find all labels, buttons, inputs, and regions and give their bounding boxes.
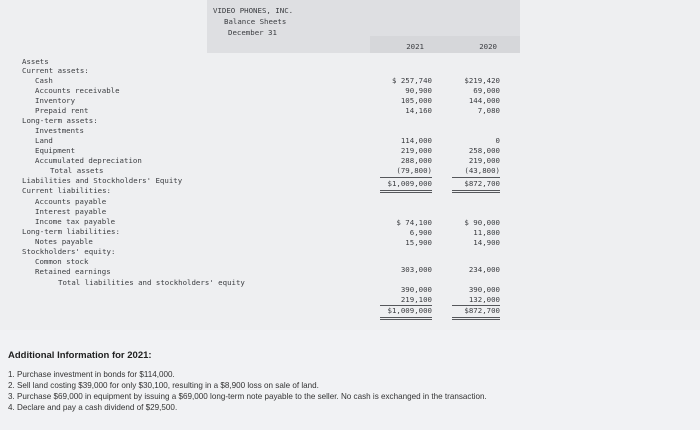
- value-2020: 234,000: [468, 265, 500, 274]
- company-name: VIDEO PHONES, INC.: [213, 6, 294, 15]
- underline: [380, 177, 432, 178]
- value-2021: 6,900: [409, 228, 432, 237]
- row-label: Liabilities and Stockholders' Equity: [22, 176, 183, 185]
- value-2021: 219,100: [400, 295, 432, 304]
- additional-info-title: Additional Information for 2021:: [8, 350, 152, 361]
- row-label: Long-term assets:: [22, 116, 98, 125]
- value-2021: 288,000: [400, 156, 432, 165]
- row-label: Notes payable: [35, 237, 93, 246]
- value-2021: $ 74,100: [396, 218, 432, 227]
- row-label: Current assets:: [22, 66, 89, 75]
- value-2020: $ 90,000: [464, 218, 500, 227]
- value-2020: 144,000: [468, 96, 500, 105]
- value-2021: (79,800): [396, 166, 432, 175]
- value-2020: 69,000: [473, 86, 500, 95]
- double-underline: [452, 192, 500, 193]
- value-2021: 114,000: [400, 136, 432, 145]
- row-label: Income tax payable: [35, 217, 116, 226]
- double-underline: [380, 319, 432, 320]
- row-label: Interest payable: [35, 207, 107, 216]
- value-2020: 7,080: [477, 106, 500, 115]
- row-label: Assets: [22, 57, 49, 66]
- row-label: Prepaid rent: [35, 106, 89, 115]
- underline: [380, 305, 432, 306]
- row-label: Total liabilities and stockholders' equity: [58, 278, 245, 287]
- double-underline: [380, 190, 432, 191]
- additional-info-section: [0, 330, 700, 430]
- underline: [452, 305, 500, 306]
- value-2020: 132,000: [468, 295, 500, 304]
- value-2021: 303,000: [400, 265, 432, 274]
- value-2020: 11,800: [473, 228, 500, 237]
- year-2021-header: 2021: [406, 42, 424, 51]
- underline: [452, 177, 500, 178]
- value-2021: 390,000: [400, 285, 432, 294]
- value-2021: $1,009,000: [387, 306, 432, 315]
- value-2020: 14,900: [473, 238, 500, 247]
- statement-title: Balance Sheets: [224, 17, 287, 26]
- row-label: Accounts receivable: [35, 86, 120, 95]
- row-label: Equipment: [35, 146, 76, 155]
- value-2021: 14,160: [405, 106, 432, 115]
- value-2021: $1,009,000: [387, 179, 432, 188]
- value-2020: $872,700: [464, 306, 500, 315]
- row-label: Investments: [35, 126, 84, 135]
- double-underline: [380, 317, 432, 318]
- double-underline: [452, 190, 500, 191]
- row-label: Cash: [35, 76, 53, 85]
- row-label: Current liabilities:: [22, 186, 111, 195]
- note-item: 1. Purchase investment in bonds for $114,000.: [8, 370, 175, 379]
- statement-date: December 31: [228, 28, 277, 37]
- value-2020: $219,420: [464, 76, 500, 85]
- double-underline: [380, 192, 432, 193]
- row-label: Accounts payable: [35, 197, 107, 206]
- row-label: Inventory: [35, 96, 76, 105]
- row-label: Retained earnings: [35, 267, 111, 276]
- value-2021: 105,000: [400, 96, 432, 105]
- value-2020: 0: [495, 136, 500, 145]
- row-label: Long-term liabilities:: [22, 227, 120, 236]
- row-label: Stockholders' equity:: [22, 247, 116, 256]
- note-item: 2. Sell land costing $39,000 for only $30,100, resulting in a $8,900 loss on sale of land.: [8, 381, 319, 390]
- double-underline: [452, 317, 500, 318]
- value-2021: 15,900: [405, 238, 432, 247]
- row-label: Land: [35, 136, 53, 145]
- value-2020: (43,800): [464, 166, 500, 175]
- row-label: Total assets: [50, 166, 104, 175]
- value-2020: $872,700: [464, 179, 500, 188]
- value-2021: $ 257,740: [391, 76, 432, 85]
- year-2020-header: 2020: [479, 42, 497, 51]
- value-2021: 90,900: [405, 86, 432, 95]
- row-label: Accumulated depreciation: [35, 156, 142, 165]
- value-2020: 258,000: [468, 146, 500, 155]
- row-label: Common stock: [35, 257, 89, 266]
- value-2020: 219,000: [468, 156, 500, 165]
- double-underline: [452, 319, 500, 320]
- value-2021: 219,000: [400, 146, 432, 155]
- note-item: 3. Purchase $69,000 in equipment by issuing a $69,000 long-term note payable to the seller. No cash is exchanged in the transaction.: [8, 392, 487, 401]
- note-item: 4. Declare and pay a cash dividend of $29,500.: [8, 403, 178, 412]
- value-2020: 390,000: [468, 285, 500, 294]
